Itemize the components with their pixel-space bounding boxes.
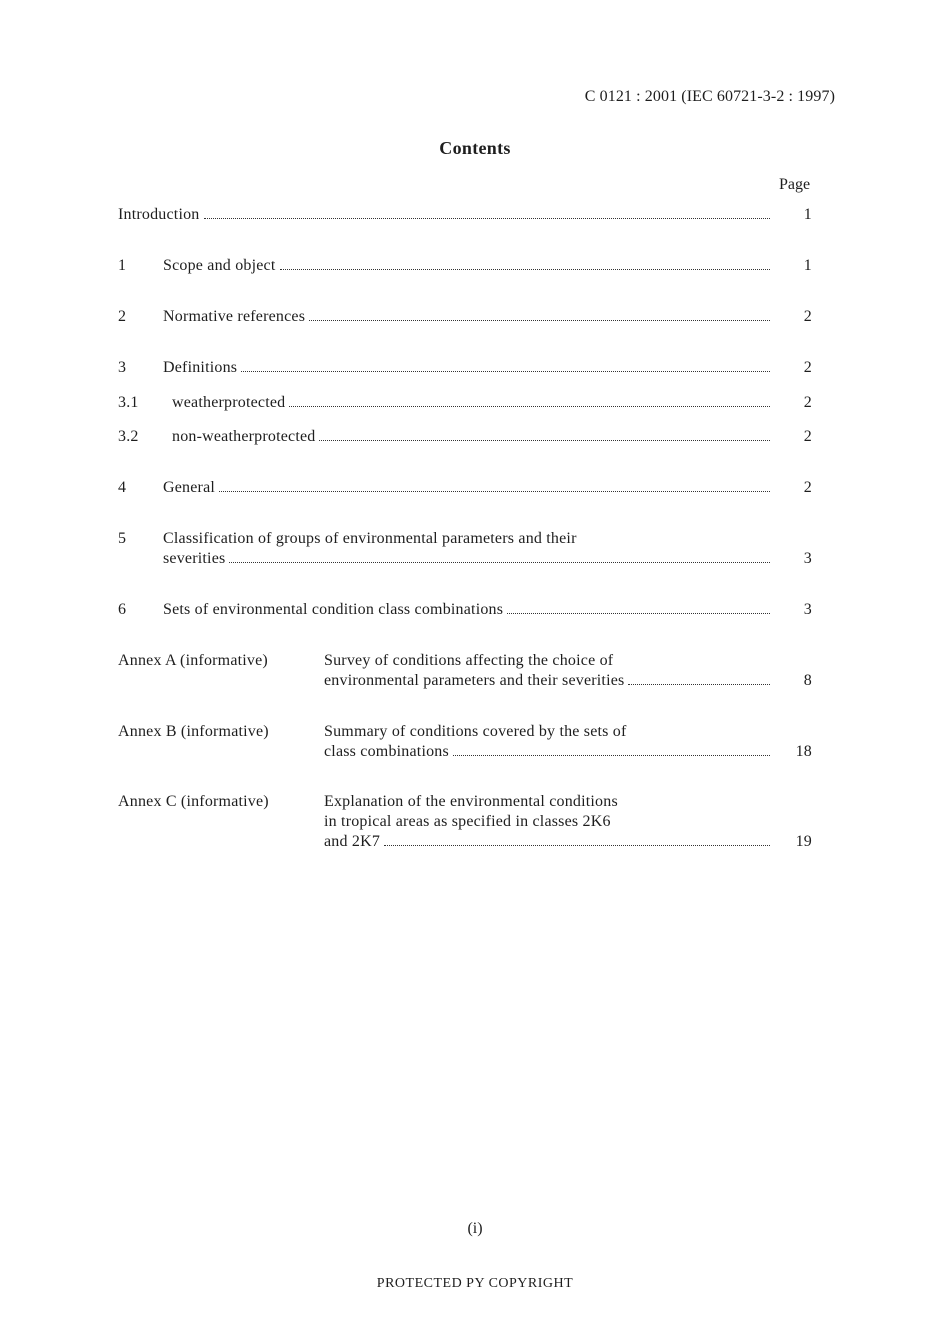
- toc-entry-page: 2: [803, 479, 812, 496]
- dot-leader: [241, 359, 770, 372]
- toc-entry-page: 3: [803, 601, 812, 618]
- toc-entry-annex-c[interactable]: [118, 792, 812, 852]
- toc-entry-page: 2: [803, 394, 812, 411]
- toc-entry-page: 1: [803, 206, 812, 223]
- toc-entry-page: 3: [803, 550, 812, 567]
- toc-entry-number: 3.2: [118, 428, 139, 445]
- toc-entry-annex-a[interactable]: [118, 651, 812, 691]
- toc-entry-title-line1: Summary of conditions covered by the sets of: [324, 723, 627, 740]
- copyright-notice: PROTECTED PY COPYRIGHT: [376, 1276, 574, 1291]
- dot-leader: [289, 394, 770, 407]
- toc-entry-number: 3: [118, 359, 127, 376]
- toc-entry-title-line1: Explanation of the environmental conditions: [324, 793, 618, 810]
- toc-entry-page: 18: [795, 743, 812, 760]
- toc-entry-title-line1: Classification of groups of environmental parameters and their: [163, 530, 577, 547]
- toc-entry-title-line1: Survey of conditions affecting the choice of: [324, 652, 614, 669]
- dot-leader: [229, 550, 770, 563]
- toc-entry-title-line2: severities: [163, 550, 226, 567]
- toc-entry-title-line2: class combinations: [324, 743, 449, 760]
- dot-leader: [628, 672, 770, 685]
- dot-leader: [319, 428, 770, 441]
- toc-entry-title: General: [163, 479, 216, 496]
- toc-entry-page: 1: [803, 257, 812, 274]
- toc-entry-title: Introduction: [118, 206, 200, 223]
- toc-entry-title: Scope and object: [163, 257, 276, 274]
- toc-entry-annex-b[interactable]: [118, 722, 812, 762]
- toc-entry-page: 8: [803, 672, 812, 689]
- toc-entry-number: 6: [118, 601, 127, 618]
- toc-entry-number: 3.1: [118, 394, 139, 411]
- page-column-label: Page: [779, 176, 811, 193]
- toc-entry-page: 2: [803, 428, 812, 445]
- annex-label: Annex A (informative): [118, 652, 268, 669]
- dot-leader: [507, 601, 770, 614]
- document-reference: C 0121 : 2001 (IEC 60721-3-2 : 1997): [584, 88, 835, 105]
- toc-entry-5[interactable]: [118, 529, 812, 569]
- toc-entry-title: non-weatherprotected: [172, 428, 316, 445]
- dot-leader: [219, 479, 770, 492]
- toc-entry-page: 2: [803, 308, 812, 325]
- dot-leader: [309, 308, 770, 321]
- dot-leader: [384, 833, 770, 846]
- page-title: Contents: [439, 138, 511, 158]
- dot-leader: [280, 257, 771, 270]
- toc-entry-title-line3: and 2K7: [324, 833, 381, 850]
- toc-entry-page: 2: [803, 359, 812, 376]
- dot-leader: [453, 743, 770, 756]
- toc-entry-number: 2: [118, 308, 127, 325]
- toc-entry-title: Normative references: [163, 308, 306, 325]
- toc-entry-number: 5: [118, 530, 127, 547]
- annex-label: Annex B (informative): [118, 723, 269, 740]
- toc-entry-title-line2: in tropical areas as specified in classes 2K6: [324, 813, 611, 830]
- page-number: (i): [467, 1220, 483, 1237]
- dot-leader: [204, 206, 771, 219]
- annex-label: Annex C (informative): [118, 793, 269, 810]
- toc-entry-title: weatherprotected: [172, 394, 286, 411]
- toc-entry-number: 4: [118, 479, 127, 496]
- toc-entry-title: Sets of environmental condition class combinations: [163, 601, 504, 618]
- toc-entry-title-line2: environmental parameters and their severities: [324, 672, 625, 689]
- toc-entry-page: 19: [795, 833, 812, 850]
- toc-entry-number: 1: [118, 257, 127, 274]
- toc-entry-title: Definitions: [163, 359, 238, 376]
